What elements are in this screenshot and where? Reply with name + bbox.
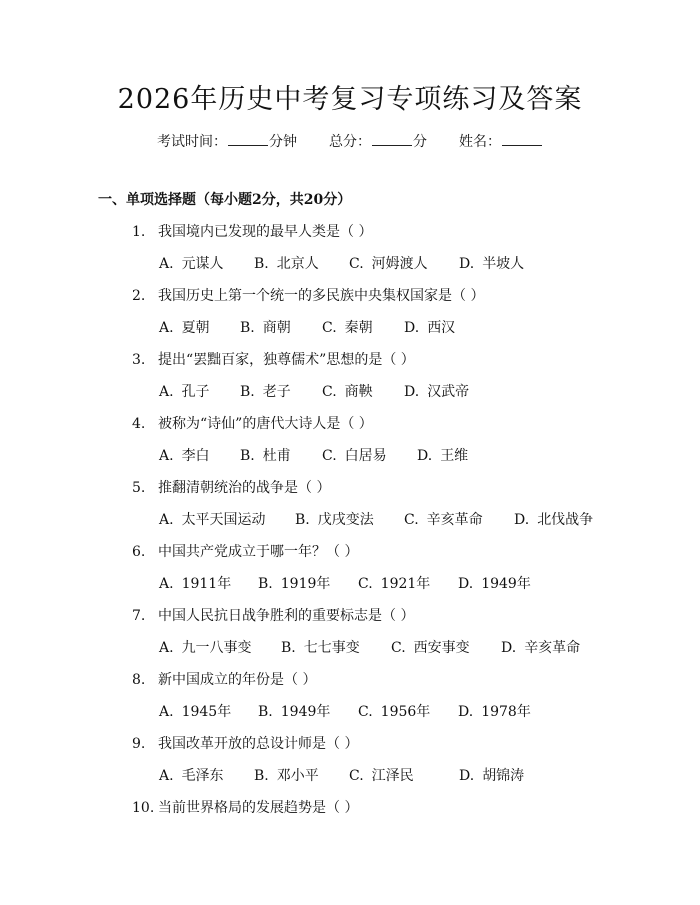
option-text: 辛亥革命 xyxy=(426,512,483,528)
option-text: 1949年 xyxy=(280,704,331,720)
score-unit: 分 xyxy=(413,134,427,150)
question-number: 3. xyxy=(132,352,146,368)
option-text: 1921年 xyxy=(380,576,431,592)
time-group xyxy=(157,131,297,152)
score-label: 总分： xyxy=(329,134,371,150)
option-d[interactable] xyxy=(459,254,524,274)
option-letter: C. xyxy=(349,768,364,784)
option-text: 元谋人 xyxy=(181,256,224,272)
question-number: 1. xyxy=(132,224,146,240)
option-letter: B. xyxy=(240,320,255,336)
option-a[interactable] xyxy=(159,254,224,274)
option-letter: D. xyxy=(458,704,474,720)
option-letter: C. xyxy=(391,640,406,656)
option-a[interactable] xyxy=(159,446,210,466)
option-a[interactable] xyxy=(159,510,266,530)
option-letter: D. xyxy=(459,768,475,784)
option-text: 商鞅 xyxy=(344,384,373,400)
question-text: 推翻清朝统治的战争是（ ） xyxy=(158,480,331,496)
option-d[interactable] xyxy=(404,382,469,402)
option-d[interactable] xyxy=(417,446,468,466)
name-label: 姓名： xyxy=(459,134,501,150)
time-blank[interactable] xyxy=(228,131,268,146)
option-text: 1945年 xyxy=(181,704,232,720)
option-text: 戊戌变法 xyxy=(317,512,374,528)
option-letter: D. xyxy=(514,512,530,528)
option-a[interactable] xyxy=(159,766,224,786)
question-6 xyxy=(132,542,358,562)
option-text: 1911年 xyxy=(181,576,232,592)
question-text: 中国人民抗日战争胜利的重要标志是（ ） xyxy=(158,608,415,624)
option-d[interactable] xyxy=(514,510,593,530)
question-number: 6. xyxy=(132,544,146,560)
option-letter: B. xyxy=(258,576,273,592)
option-c[interactable] xyxy=(358,702,430,722)
score-blank[interactable] xyxy=(372,131,412,146)
question-8 xyxy=(132,670,316,690)
option-c[interactable] xyxy=(322,446,387,466)
option-text: 秦朝 xyxy=(344,320,373,336)
option-letter: A. xyxy=(159,704,174,720)
option-text: 李白 xyxy=(181,448,210,464)
option-d[interactable] xyxy=(458,702,531,722)
option-letter: D. xyxy=(459,256,475,272)
option-text: 1978年 xyxy=(481,704,531,720)
option-c[interactable] xyxy=(391,638,470,658)
option-letter: A. xyxy=(159,448,174,464)
option-letter: C. xyxy=(322,384,337,400)
option-b[interactable] xyxy=(258,702,330,722)
option-text: 北伐战争 xyxy=(537,512,594,528)
option-text: 白居易 xyxy=(344,448,387,464)
question-2 xyxy=(132,286,484,306)
option-letter: B. xyxy=(254,256,269,272)
option-letter: C. xyxy=(358,576,373,592)
option-letter: D. xyxy=(417,448,433,464)
option-text: 北京人 xyxy=(276,256,319,272)
option-c[interactable] xyxy=(358,574,430,594)
option-letter: A. xyxy=(159,576,174,592)
option-text: 1949年 xyxy=(481,576,531,592)
option-a[interactable] xyxy=(159,638,252,658)
option-letter: B. xyxy=(281,640,296,656)
question-9 xyxy=(132,734,358,754)
time-unit: 分钟 xyxy=(269,134,297,150)
question-3 xyxy=(132,350,415,370)
question-number: 10. xyxy=(132,800,155,816)
option-text: 1919年 xyxy=(280,576,331,592)
exam-info-row xyxy=(0,131,700,152)
option-b[interactable] xyxy=(295,510,374,530)
option-letter: D. xyxy=(404,320,420,336)
option-c[interactable] xyxy=(322,318,373,338)
option-b[interactable] xyxy=(240,382,291,402)
option-a[interactable] xyxy=(159,702,231,722)
option-letter: C. xyxy=(404,512,419,528)
option-text: 杜甫 xyxy=(262,448,291,464)
name-blank[interactable] xyxy=(502,131,542,146)
question-number: 8. xyxy=(132,672,146,688)
option-text: 七七事变 xyxy=(303,640,360,656)
option-text: 邓小平 xyxy=(276,768,319,784)
question-text: 中国共产党成立于哪一年？（ ） xyxy=(158,544,359,560)
option-letter: D. xyxy=(501,640,517,656)
question-text: 我国境内已发现的最早人类是（ ） xyxy=(158,224,373,240)
name-group xyxy=(459,131,543,152)
option-letter: C. xyxy=(358,704,373,720)
question-number: 7. xyxy=(132,608,146,624)
option-text: 西汉 xyxy=(427,320,456,336)
option-letter: B. xyxy=(254,768,269,784)
option-text: 胡锦涛 xyxy=(482,768,525,784)
option-letter: A. xyxy=(159,640,174,656)
question-text: 提出“罢黜百家，独尊儒术”思想的是（ ） xyxy=(158,352,415,368)
question-text: 被称为“诗仙”的唐代大诗人是（ ） xyxy=(158,416,373,432)
question-text: 当前世界格局的发展趋势是（ ） xyxy=(158,800,359,816)
question-number: 9. xyxy=(132,736,146,752)
option-letter: B. xyxy=(240,384,255,400)
option-b[interactable] xyxy=(240,446,291,466)
option-text: 河姆渡人 xyxy=(371,256,428,272)
option-text: 夏朝 xyxy=(181,320,210,336)
page-title: 2026年历史中考复习专项练习及答案 xyxy=(117,84,583,115)
option-letter: A. xyxy=(159,768,174,784)
option-letter: D. xyxy=(458,576,474,592)
option-text: 九一八事变 xyxy=(181,640,252,656)
option-a[interactable] xyxy=(159,574,231,594)
question-5 xyxy=(132,478,330,498)
question-number: 4. xyxy=(132,416,146,432)
question-text: 我国改革开放的总设计师是（ ） xyxy=(158,736,359,752)
time-label: 考试时间： xyxy=(157,134,227,150)
option-letter: C. xyxy=(349,256,364,272)
question-1 xyxy=(132,222,372,242)
option-text: 半坡人 xyxy=(482,256,525,272)
option-text: 老子 xyxy=(262,384,291,400)
question-text: 新中国成立的年份是（ ） xyxy=(158,672,317,688)
option-letter: D. xyxy=(404,384,420,400)
option-text: 王维 xyxy=(440,448,469,464)
option-c[interactable] xyxy=(349,766,414,786)
option-d[interactable] xyxy=(404,318,455,338)
option-letter: C. xyxy=(322,320,337,336)
option-text: 辛亥革命 xyxy=(524,640,581,656)
option-c[interactable] xyxy=(349,254,428,274)
option-a[interactable] xyxy=(159,318,210,338)
question-10 xyxy=(132,798,358,818)
option-b[interactable] xyxy=(281,638,360,658)
option-text: 汉武帝 xyxy=(427,384,470,400)
option-text: 商朝 xyxy=(262,320,291,336)
option-text: 毛泽东 xyxy=(181,768,224,784)
option-c[interactable] xyxy=(322,382,373,402)
option-text: 1956年 xyxy=(380,704,431,720)
option-letter: A. xyxy=(159,512,174,528)
option-text: 太平天国运动 xyxy=(181,512,266,528)
option-letter: A. xyxy=(159,384,174,400)
question-4 xyxy=(132,414,373,434)
option-letter: B. xyxy=(295,512,310,528)
question-number: 5. xyxy=(132,480,146,496)
option-d[interactable] xyxy=(458,574,531,594)
section-heading: 一、单项选择题（每小题2分，共20分） xyxy=(98,192,352,208)
option-d[interactable] xyxy=(459,766,524,786)
option-text: 江泽民 xyxy=(371,768,414,784)
option-b[interactable] xyxy=(254,254,319,274)
question-number: 2. xyxy=(132,288,146,304)
option-text: 孔子 xyxy=(181,384,210,400)
question-7 xyxy=(132,606,414,626)
question-text: 我国历史上第一个统一的多民族中央集权国家是（ ） xyxy=(158,288,485,304)
option-b[interactable] xyxy=(254,766,319,786)
option-c[interactable] xyxy=(404,510,483,530)
option-b[interactable] xyxy=(258,574,330,594)
option-letter: C. xyxy=(322,448,337,464)
option-letter: B. xyxy=(258,704,273,720)
option-a[interactable] xyxy=(159,382,210,402)
option-b[interactable] xyxy=(240,318,291,338)
option-letter: B. xyxy=(240,448,255,464)
option-text: 西安事变 xyxy=(413,640,470,656)
option-letter: A. xyxy=(159,320,174,336)
option-letter: A. xyxy=(159,256,174,272)
option-d[interactable] xyxy=(501,638,580,658)
score-group xyxy=(329,131,427,152)
